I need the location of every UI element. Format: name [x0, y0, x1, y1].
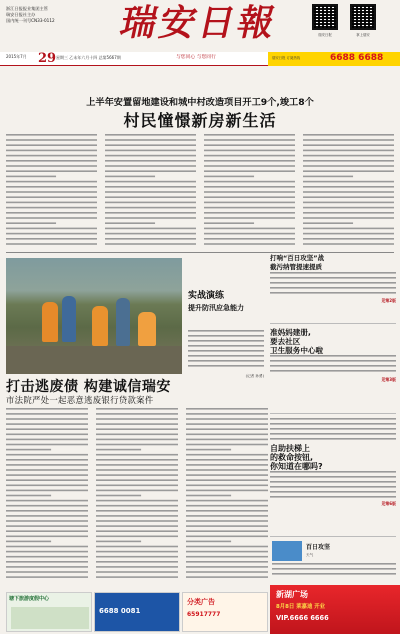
ad-phone: 65917777	[187, 611, 221, 618]
text-line	[303, 160, 394, 162]
text-line	[105, 165, 196, 167]
drill-title-line: 提升防汛应急能力	[188, 304, 244, 312]
date-day: 29	[38, 51, 57, 66]
text-line	[186, 546, 268, 548]
sidebar-item-title: 的救命按钮,	[270, 453, 314, 462]
text-line	[6, 536, 88, 538]
text-line	[6, 202, 97, 204]
text-line	[186, 428, 268, 430]
text-line	[105, 238, 196, 240]
text-line	[6, 222, 56, 224]
text-line	[270, 428, 396, 430]
text-line	[96, 541, 141, 543]
text-line	[204, 176, 254, 178]
text-line	[186, 434, 268, 436]
text-line	[270, 287, 396, 289]
text-line	[272, 573, 396, 575]
drill-title	[188, 290, 244, 314]
text-line	[303, 222, 353, 224]
text-line	[272, 563, 396, 565]
text-line	[96, 556, 178, 558]
text-line	[6, 464, 88, 466]
text-line	[186, 510, 268, 512]
text-line	[270, 471, 396, 473]
text-columns	[6, 134, 394, 250]
text-line	[96, 439, 178, 441]
text-line	[204, 181, 295, 183]
feature-headline: 打击逃废债 构建诚信瑞安	[6, 379, 171, 395]
text-line	[204, 155, 295, 157]
text-line	[6, 150, 97, 152]
text-line	[105, 212, 196, 214]
text-line	[96, 566, 178, 568]
weather-box	[270, 536, 396, 582]
page-ref-badge: 见第2版	[381, 298, 396, 303]
text-line	[6, 541, 51, 543]
text-line	[6, 510, 88, 512]
weather-icon	[272, 541, 302, 561]
text-line	[6, 212, 97, 214]
sidebar-item[interactable]	[270, 328, 396, 414]
text-line	[105, 170, 196, 172]
lead-headline: 村民憧憬新房新生活	[123, 111, 277, 130]
text-line	[303, 191, 394, 193]
text-line	[270, 360, 396, 362]
text-line	[270, 423, 396, 425]
text-line	[303, 139, 394, 141]
text-line	[96, 449, 141, 451]
issue-number: 总第5667期	[98, 55, 121, 60]
text-line	[186, 571, 268, 573]
qr-code-icon	[350, 4, 376, 30]
text-line	[96, 485, 178, 487]
text-line	[105, 160, 196, 162]
banner-phone: 6688 6688	[330, 53, 384, 63]
ad-title: 新湖广场	[276, 590, 308, 599]
text-line	[204, 165, 295, 167]
text-line	[6, 413, 88, 415]
text-line	[270, 418, 396, 420]
text-line	[6, 176, 56, 178]
text-line	[204, 160, 295, 162]
text-line	[204, 207, 295, 209]
text-line	[303, 196, 394, 198]
ad-date: 8月8日 莱嘉迪 开业	[276, 604, 325, 610]
text-line	[204, 144, 295, 146]
date-details	[56, 55, 121, 61]
text-line	[270, 496, 396, 498]
text-line	[186, 413, 268, 415]
text-line	[303, 165, 394, 167]
ad-phone: 6688 0081	[99, 607, 141, 615]
masthead-info	[6, 6, 106, 24]
text-line	[204, 150, 295, 152]
text-line	[270, 438, 396, 440]
text-line	[186, 500, 268, 502]
text-line	[105, 202, 196, 204]
text-line	[303, 176, 353, 178]
text-line	[303, 155, 394, 157]
text-line	[105, 186, 196, 188]
ad-bank[interactable]	[94, 592, 180, 632]
text-line	[270, 292, 396, 294]
text-line	[105, 243, 196, 245]
text-line	[186, 551, 268, 553]
text-line	[186, 459, 268, 461]
text-line	[96, 434, 178, 436]
text-line	[105, 181, 196, 183]
text-line	[186, 469, 268, 471]
qr-code-icon	[312, 4, 338, 30]
text-line	[6, 485, 88, 487]
text-line	[96, 510, 178, 512]
text-line	[204, 134, 295, 136]
drill-credit: (记者 孙勇)	[245, 374, 264, 378]
text-line	[6, 454, 88, 456]
text-line	[186, 474, 268, 476]
text-line	[303, 181, 394, 183]
ad-shopping-center[interactable]	[270, 585, 400, 634]
text-line	[270, 282, 396, 284]
text-line	[204, 243, 295, 245]
text-line	[188, 365, 264, 367]
text-line	[6, 439, 88, 441]
newspaper-logo: 瑞安日報	[116, 2, 282, 44]
text-line	[186, 454, 268, 456]
text-line	[6, 170, 97, 172]
text-line	[186, 485, 268, 487]
text-line	[96, 546, 178, 548]
text-line	[186, 439, 268, 441]
text-line	[105, 144, 196, 146]
ad-title: 分类广告	[187, 598, 215, 606]
text-line	[96, 490, 178, 492]
feature-subhead: 市法院严处一起恶意逃废银行贷款案件	[6, 395, 154, 405]
text-line	[270, 481, 396, 483]
masthead-line: 浙江日报报业集团主管	[6, 6, 48, 11]
text-line	[204, 196, 295, 198]
text-line	[186, 479, 268, 481]
text-line	[96, 571, 178, 573]
text-line	[96, 551, 178, 553]
text-line	[270, 277, 396, 279]
text-line	[303, 212, 394, 214]
text-line	[6, 571, 88, 573]
text-line	[96, 500, 178, 502]
text-line	[6, 423, 88, 425]
ad-classified[interactable]	[182, 592, 268, 632]
text-line	[188, 330, 264, 332]
text-line	[96, 515, 178, 517]
text-line	[96, 479, 178, 481]
text-line	[96, 454, 178, 456]
text-line	[6, 191, 97, 193]
text-line	[204, 186, 295, 188]
text-line	[6, 500, 88, 502]
page-ref-badge: 见第3版	[381, 377, 396, 382]
text-line	[6, 530, 88, 532]
text-line	[186, 495, 231, 497]
text-line	[96, 561, 178, 563]
text-line	[96, 413, 178, 415]
text-line	[303, 144, 394, 146]
qr-caption: 瑞安日报	[318, 33, 332, 37]
text-line	[96, 459, 178, 461]
page-ref-badge: 见第6版	[381, 501, 396, 506]
text-line	[204, 233, 295, 235]
text-line	[186, 530, 268, 532]
text-line	[6, 243, 97, 245]
text-line	[6, 449, 51, 451]
text-line	[6, 144, 97, 146]
text-line	[270, 491, 396, 493]
text-line	[96, 408, 178, 410]
text-line	[204, 217, 295, 219]
text-line	[186, 444, 268, 446]
text-line	[6, 139, 97, 141]
lead-kicker: 上半年安置留地建设和城中村改造项目开工9个,竣工8个	[86, 97, 314, 108]
text-line	[96, 423, 178, 425]
text-line	[6, 134, 97, 136]
text-line	[204, 238, 295, 240]
sidebar-item[interactable]	[270, 418, 396, 528]
text-line	[303, 150, 394, 152]
ad-phone: VIP.6666 6666	[276, 614, 329, 622]
text-line	[96, 530, 178, 532]
text-line	[204, 170, 295, 172]
date-year-month: 2015年7月	[6, 54, 27, 59]
text-line	[188, 360, 264, 362]
text-line	[96, 428, 178, 430]
text-line	[303, 233, 394, 235]
drill-caption	[188, 330, 264, 379]
text-line	[6, 238, 97, 240]
text-line	[303, 243, 394, 245]
text-line	[186, 449, 231, 451]
text-line	[96, 444, 178, 446]
text-line	[6, 520, 88, 522]
text-line	[105, 155, 196, 157]
sidebar-item-title: 你知道在哪吗?	[270, 462, 323, 471]
text-line	[6, 479, 88, 481]
ad-title: 塘下旅游度假中心	[9, 596, 50, 602]
text-line	[6, 228, 97, 230]
text-line	[6, 505, 88, 507]
text-line	[186, 561, 268, 563]
text-line	[204, 222, 254, 224]
text-line	[96, 418, 178, 420]
sidebar-item[interactable]	[270, 254, 396, 324]
text-line	[204, 202, 295, 204]
text-line	[6, 495, 51, 497]
text-line	[186, 515, 268, 517]
text-line	[6, 576, 88, 578]
text-line	[6, 160, 97, 162]
text-line	[6, 546, 88, 548]
text-line	[105, 222, 155, 224]
text-line	[105, 139, 196, 141]
text-line	[188, 355, 264, 357]
sidebar-item-title: 截污纳管提速提质	[270, 263, 322, 271]
weather-sub: 天气	[306, 553, 314, 557]
ad-tourism[interactable]	[6, 592, 92, 632]
text-line	[186, 418, 268, 420]
text-line	[6, 207, 97, 209]
text-line	[6, 474, 88, 476]
text-line	[186, 505, 268, 507]
text-line	[204, 139, 295, 141]
text-line	[96, 536, 178, 538]
text-line	[270, 370, 396, 372]
text-line	[105, 134, 196, 136]
text-line	[96, 474, 178, 476]
text-line	[188, 335, 264, 337]
text-line	[96, 469, 178, 471]
text-line	[204, 191, 295, 193]
text-line	[272, 568, 396, 570]
text-line	[303, 134, 394, 136]
sidebar-item-title: 卫生服务中心啦	[270, 346, 324, 355]
text-line	[6, 490, 88, 492]
text-line	[6, 469, 88, 471]
sidebar-item-title: 自助扶梯上	[270, 444, 310, 453]
text-line	[105, 150, 196, 152]
lead-article-body	[6, 134, 394, 250]
sidebar-item-title: 打响“百日攻坚”战	[270, 254, 325, 262]
text-line	[186, 525, 268, 527]
drill-title-line: 实战演练	[188, 291, 225, 301]
text-line	[270, 486, 396, 488]
slogan: 与您同心 与您同行	[176, 55, 216, 60]
text-line	[270, 433, 396, 435]
text-line	[303, 238, 394, 240]
sidebar	[270, 254, 396, 584]
text-line	[188, 350, 264, 352]
text-line	[105, 217, 196, 219]
text-line	[186, 520, 268, 522]
text-line	[6, 186, 97, 188]
text-line	[186, 556, 268, 558]
text-line	[6, 196, 97, 198]
text-line	[105, 196, 196, 198]
text-line	[6, 418, 88, 420]
text-line	[188, 345, 264, 347]
text-line	[204, 228, 295, 230]
text-line	[186, 566, 268, 568]
text-line	[270, 365, 396, 367]
text-line	[303, 170, 394, 172]
text-line	[270, 476, 396, 478]
text-line	[105, 207, 196, 209]
masthead-line: 国内统一刊号CN33-0112	[6, 18, 55, 23]
qr-caption: 掌上瑞安	[356, 33, 370, 37]
lunar-date: 星期三 乙未年六月十四	[56, 55, 98, 60]
text-line	[96, 576, 178, 578]
text-line	[303, 228, 394, 230]
text-line	[96, 520, 178, 522]
text-line	[303, 217, 394, 219]
text-line	[6, 444, 88, 446]
text-line	[6, 181, 97, 183]
sidebar-item-title: 准妈妈建册,	[270, 328, 311, 337]
text-line	[6, 233, 97, 235]
text-line	[6, 434, 88, 436]
text-line	[186, 408, 268, 410]
ad-strip	[0, 592, 270, 634]
text-line	[186, 423, 268, 425]
text-line	[6, 428, 88, 430]
text-line	[6, 566, 88, 568]
news-photo	[6, 258, 182, 374]
weather-label: 百日攻坚	[306, 544, 331, 551]
text-line	[6, 459, 88, 461]
text-line	[188, 340, 264, 342]
text-line	[6, 515, 88, 517]
text-line	[303, 207, 394, 209]
text-line	[6, 217, 97, 219]
text-line	[105, 228, 196, 230]
text-line	[105, 176, 155, 178]
feature-article-body	[6, 408, 268, 584]
text-line	[105, 233, 196, 235]
text-line	[186, 536, 268, 538]
text-line	[186, 464, 268, 466]
text-line	[204, 212, 295, 214]
text-line	[6, 165, 97, 167]
text-line	[96, 525, 178, 527]
text-line	[270, 272, 396, 274]
text-line	[270, 355, 396, 357]
text-line	[96, 464, 178, 466]
text-line	[303, 186, 394, 188]
text-line	[105, 191, 196, 193]
banner-caption: 瑞安日报 订阅热线	[272, 56, 301, 60]
text-line	[96, 495, 141, 497]
text-line	[303, 202, 394, 204]
text-line	[6, 408, 88, 410]
text-line	[96, 505, 178, 507]
masthead-line: 瑞安日报社主办	[6, 12, 36, 17]
text-line	[6, 155, 97, 157]
text-line	[186, 490, 268, 492]
text-line	[186, 576, 268, 578]
text-line	[6, 525, 88, 527]
text-line	[6, 561, 88, 563]
divider	[6, 252, 394, 253]
sidebar-item-title: 要去社区	[270, 337, 301, 346]
text-line	[186, 541, 231, 543]
text-line	[6, 556, 88, 558]
text-line	[6, 551, 88, 553]
